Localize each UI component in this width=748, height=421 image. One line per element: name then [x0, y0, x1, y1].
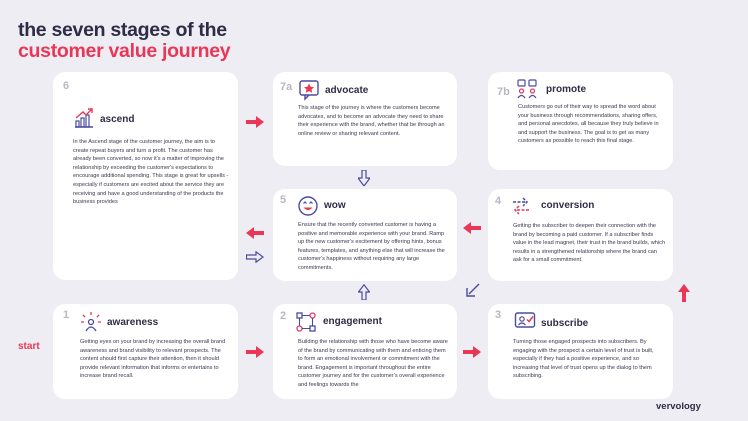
- stage-card-engagement: [273, 304, 457, 399]
- exchange-arrows-icon: [510, 195, 532, 217]
- spotlight-person-icon: [80, 311, 102, 333]
- stage-description: Getting eyes on your brand by increasing the overall brand awareness and brand visibility to relevant prospects. The content should first capture their attention, then it should provide relevant information that informs or entertains to increase brand recall.: [80, 339, 226, 380]
- stage-heading: ascend: [100, 114, 135, 125]
- start-label: start: [18, 341, 40, 352]
- growth-chart-icon: [73, 107, 95, 129]
- stage-card-ascend: [53, 72, 238, 280]
- stage-number: 2: [280, 310, 287, 322]
- stage-heading: subscribe: [541, 318, 589, 329]
- arrow-diagonal-icon: [464, 283, 480, 299]
- stage-number: 4: [495, 195, 502, 207]
- stage-heading: conversion: [541, 200, 595, 211]
- stage-card-wow: [273, 189, 457, 281]
- arrow-left-icon: [463, 222, 481, 234]
- arrow-left-icon: [246, 227, 264, 239]
- arrow-right-icon: [246, 346, 264, 358]
- stage-card-subscribe: [488, 304, 673, 399]
- stage-description: Building the relationship with those who have become aware of the brand by communicating with them and enticing them to form an emotional involvement or commitment with the brand. Engagement is important throughout the entire customer journey and for the customer's overall experience and feelings towards the: [298, 339, 448, 388]
- stage-description: This stage of the journey is where the customers become advocates, and to become an advocate they need to share their experience with the brand, whether that be through an online review or sharing relevant content.: [298, 105, 445, 137]
- arrow-right-outline-icon: [246, 251, 264, 263]
- title-line-1: the seven stages of the: [18, 19, 227, 41]
- stage-description: Customers go out of their way to spread the word about your business through recommendations, sharing offers, and personal anecdotes, all because they truly believe in and support the business. The goal is to get as many customers as possible to reach this final stage.: [518, 104, 659, 145]
- connected-nodes-icon: [295, 311, 317, 333]
- stage-description: Ensure that the recently converted customer is having a positive and memorable experience with your brand. Ramp up the new customer's excitement by offering hints, bonus features, templates, and anything else that will increase the customer's happiness without requiring any large commitments.: [298, 222, 445, 271]
- stage-number: 6: [63, 80, 70, 92]
- page-title: [18, 20, 230, 62]
- arrow-down-icon: [358, 170, 370, 186]
- stage-number: 1: [63, 309, 70, 321]
- stage-description: Getting the subscriber to deepen their connection with the brand by becoming a paid customer. If a subscriber finds value in the lead magnet, their trust in the brand builds, which results in a strengthened relationship where the brand can ask for a small commitment.: [513, 223, 666, 264]
- subscriber-card-icon: [514, 310, 536, 332]
- stage-heading: engagement: [323, 316, 382, 327]
- people-network-icon: [516, 78, 538, 100]
- stage-description: Turning those engaged prospects into subscribers. By engaging with the prospect a certain level of trust is built, especially if they had a positive experience, and so increasing that level of trust opens up the dialog to them subscribing.: [513, 339, 654, 380]
- stage-number: 7a: [280, 81, 293, 93]
- stage-card-promote: [488, 72, 673, 170]
- stage-card-conversion: [488, 189, 673, 281]
- arrow-up-icon: [678, 284, 690, 302]
- stage-heading: advocate: [325, 85, 369, 96]
- arrow-up-outline-icon: [358, 284, 370, 300]
- stage-card-awareness: [53, 304, 238, 399]
- title-line-2: customer value journey: [18, 40, 231, 62]
- stage-heading: promote: [546, 84, 586, 95]
- brand-logo: vervology: [656, 401, 701, 412]
- stage-description: In the Ascend stage of the customer journey, the aim is to create repeat buyers and turn a profit. The customer has already been converted, so now it's a matter of improving the relationship by exceeding the customer's expectations to encourage additional spending. This stage is great for upsells - especially if customers are excited about the service they are receiving and have a good understanding of the products the business provides: [73, 139, 229, 206]
- stage-number: 3: [495, 309, 502, 321]
- stage-number: 7b: [497, 86, 510, 98]
- arrow-right-icon: [463, 346, 481, 358]
- stage-heading: wow: [324, 200, 346, 211]
- stage-card-advocate: [273, 72, 457, 166]
- stage-heading: awareness: [107, 317, 159, 328]
- stage-number: 5: [280, 194, 287, 206]
- arrow-right-icon: [246, 116, 264, 128]
- star-badge-icon: [298, 79, 320, 101]
- happy-face-icon: [297, 195, 319, 217]
